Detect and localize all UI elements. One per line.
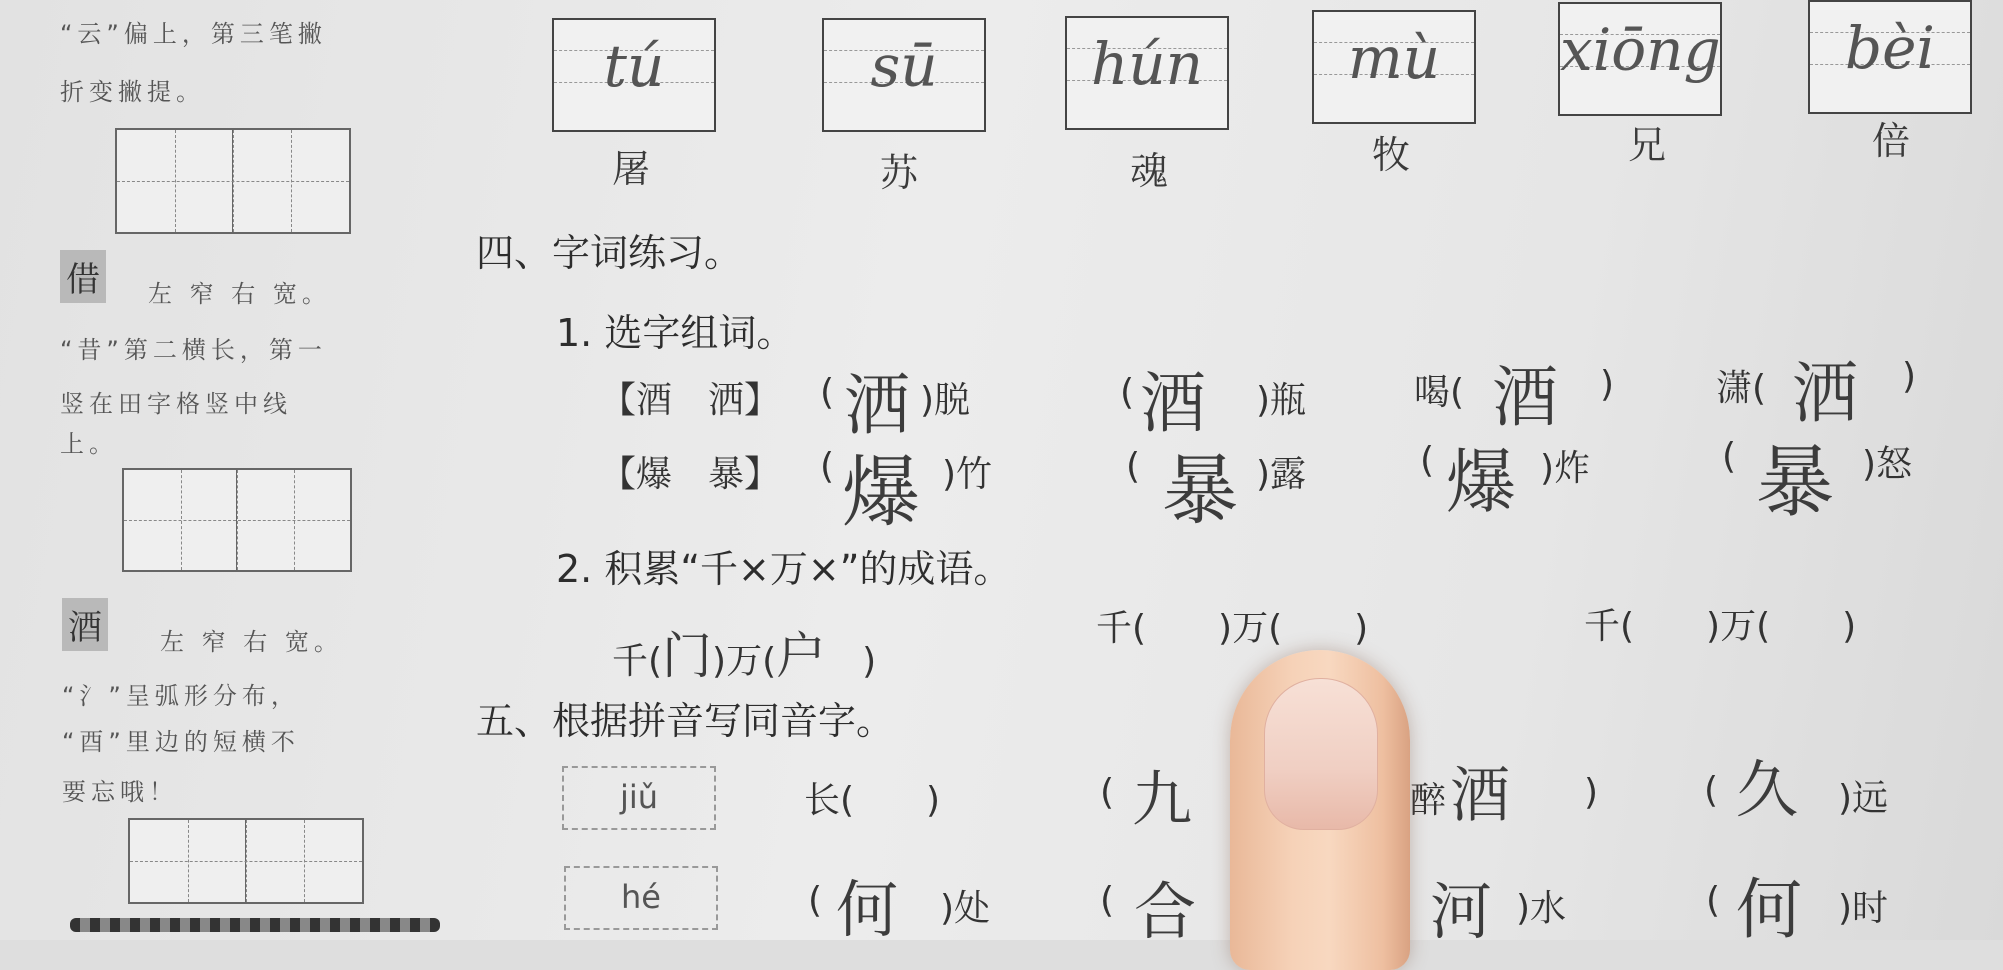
pinyin-box bbox=[1065, 16, 1229, 130]
question-title: 2. 积累“千×万×”的成语。 bbox=[556, 547, 1012, 591]
handwritten-answer: 户 bbox=[776, 627, 827, 685]
pinyin-box bbox=[822, 18, 986, 132]
pinyin-answer: bèi bbox=[1844, 14, 1935, 82]
section-title: 四、字词练习。 bbox=[476, 231, 743, 275]
handwritten-answer: 久 bbox=[1736, 753, 1799, 826]
tip-text: 上。 bbox=[60, 430, 118, 458]
pinyin-answer: tú bbox=[603, 32, 665, 100]
tip-text: 要忘哦！ bbox=[62, 778, 178, 806]
hanzi-label: 苏 bbox=[880, 151, 919, 195]
handwritten-answer: 暴 bbox=[1162, 446, 1238, 535]
example-character: 借 bbox=[60, 250, 106, 303]
tip-text: “氵”呈弧形分布， bbox=[62, 682, 300, 710]
handwritten-answer: 酒 bbox=[1492, 359, 1558, 436]
question-title: 1. 选字组词。 bbox=[556, 311, 795, 355]
pinyin-box bbox=[552, 18, 716, 132]
pinyin-answer: xiōng bbox=[1560, 16, 1721, 84]
choice-bracket: 【爆 暴】 bbox=[600, 454, 781, 495]
choice-bracket: 【酒 洒】 bbox=[600, 380, 781, 421]
idiom-item: 千( )万( ) bbox=[1584, 606, 1857, 647]
writing-tips-sidebar bbox=[0, 0, 440, 940]
handwritten-answer: 何 bbox=[836, 873, 899, 946]
example-character: 酒 bbox=[62, 598, 108, 651]
handwritten-answer: 何 bbox=[1736, 871, 1802, 948]
pinyin-prompt: jiǔ bbox=[562, 766, 716, 830]
workbook-page: “云”偏上，第三笔撇 折变撇提。 借 左 窄 右 宽。 “昔”第二横长，第一 竖在田字格竖中线 上。 酒 左 窄 右 宽。 “氵”呈弧形分布， “酉”里边的短横不 要忘哦！ tú 屠 sū 苏 hún 魂 mù 牧 xiōng 兄 bèi 倍 四、字词练习。 1. 选字组词。 【酒 洒】 ( 洒 )脱 ( 酒 )瓶 喝( 酒 ) 潇( 洒 ) 【爆 暴】 ( 爆 )竹 ( 暴 )露 ( 爆 )炸 ( 暴 )怒 2. 积累“千×万×”的成语。 千(门)万(户 ) 千( )万( ) 千( )万( ) 五、根据拼音写同音字。 jiǔ 长( ) ( 九 醉 酒 ) ( 久 )远 hé ( 何 )处 ( 合 河 )水 ( 何 )时 bbox=[0, 0, 2003, 940]
pinyin-answer: mù bbox=[1347, 24, 1441, 92]
tip-text: 竖在田字格竖中线 bbox=[60, 390, 292, 418]
tip-text: “云”偏上，第三笔撇 bbox=[60, 20, 327, 48]
handwritten-answer: 酒 bbox=[1140, 365, 1206, 442]
handwritten-answer: 九 bbox=[1132, 765, 1192, 835]
handwritten-answer: 洒 bbox=[844, 367, 910, 444]
fill-blank: 长( ) bbox=[804, 780, 941, 821]
pinyin-answer: hún bbox=[1090, 30, 1204, 98]
decorative-border bbox=[70, 918, 440, 932]
tip-text: 折变撇提。 bbox=[60, 78, 205, 106]
handwritten-answer: 酒 bbox=[1450, 761, 1510, 831]
idiom-item: 千( )万( ) bbox=[1096, 608, 1369, 649]
hanzi-label: 倍 bbox=[1872, 119, 1911, 163]
tip-rule: 左 窄 右 宽。 bbox=[160, 628, 343, 656]
fingernail bbox=[1264, 678, 1378, 830]
hanzi-label: 牧 bbox=[1372, 133, 1411, 177]
handwritten-answer: 暴 bbox=[1756, 438, 1835, 528]
handwritten-answer: 洒 bbox=[1792, 355, 1858, 432]
pinyin-box bbox=[1808, 0, 1972, 114]
tip-text: “酉”里边的短横不 bbox=[62, 728, 300, 756]
handwritten-answer: 爆 bbox=[1446, 441, 1516, 523]
tian-grid-box bbox=[115, 128, 351, 234]
hanzi-label: 屠 bbox=[612, 147, 651, 191]
finger bbox=[1230, 650, 1410, 970]
pinyin-box bbox=[1558, 2, 1722, 116]
handwritten-answer: 爆 bbox=[842, 448, 921, 538]
pinyin-prompt: hé bbox=[564, 866, 718, 930]
tian-grid-box bbox=[128, 818, 364, 904]
handwritten-answer: 合 bbox=[1134, 875, 1197, 948]
pinyin-answer: sū bbox=[870, 32, 938, 100]
tip-rule: 左 窄 右 宽。 bbox=[148, 280, 331, 308]
tian-grid-box bbox=[122, 468, 352, 572]
idiom-item: 千(门)万(户 ) bbox=[612, 627, 877, 685]
handwritten-answer: 门 bbox=[662, 627, 713, 685]
hanzi-label: 魂 bbox=[1130, 149, 1169, 193]
handwritten-answer: 河 bbox=[1430, 875, 1493, 948]
section-title: 五、根据拼音写同音字。 bbox=[476, 699, 895, 743]
tip-text: “昔”第二横长，第一 bbox=[60, 336, 327, 364]
hanzi-label: 兄 bbox=[1628, 123, 1667, 167]
pinyin-box bbox=[1312, 10, 1476, 124]
